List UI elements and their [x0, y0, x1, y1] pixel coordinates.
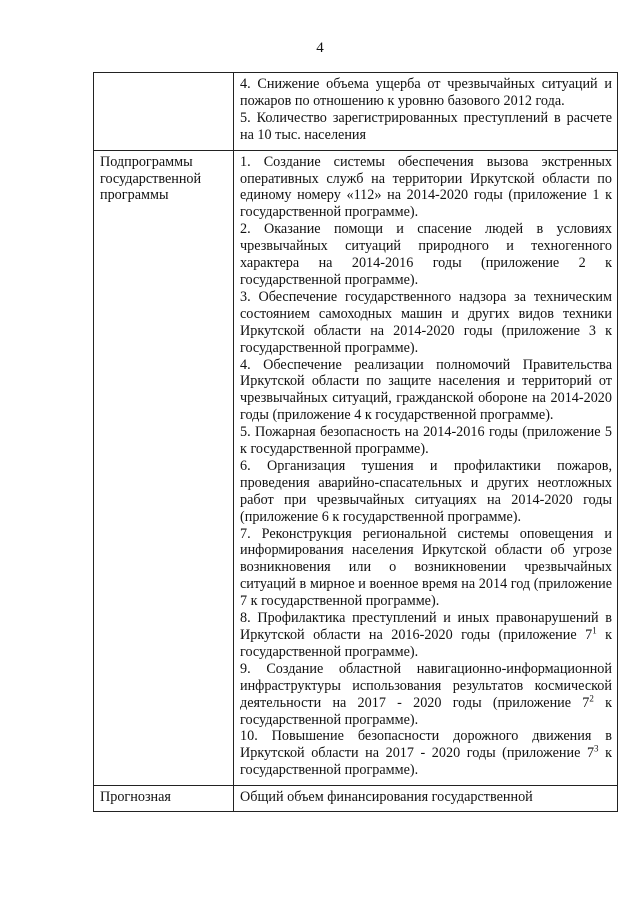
subprogram-item: 1. Создание системы обеспечения вызова экстренных оперативных служб на территории Иркутской области по единому номеру «112» на 2014-2020 годы (приложение 1 к государственной программе). [240, 153, 612, 221]
table-row-subprograms [94, 150, 618, 786]
subprogram-item: 2. Оказание помощи и спасение людей в условиях чрезвычайных ситуаций природного и техногенного характера на 2014-2016 годы (приложение 2 к государственной программе). [240, 221, 612, 288]
indicator-item: 5. Количество зарегистрированных преступлений в расчете на 10 тыс. населения [240, 109, 612, 143]
row-label [94, 73, 234, 151]
item-text-after: к государственной программе). [240, 627, 613, 660]
item-superscript: 1 [592, 625, 597, 636]
subprogram-item: 3. Обеспечение государственного надзора за техническим состоянием самоходных машин и других видов техники Иркутской области на 2014-2020 годы (приложение 3 к государственной программе). [240, 288, 612, 356]
subprogram-item: 7. Реконструкция региональной системы оповещения и информирования населения Иркутской области об угрозе возникновения или о возникновении чрезвычайных ситуаций в мирное и военное время на 2014 год (приложение 7 к государственной программе). [240, 525, 612, 610]
row-content [234, 786, 618, 812]
row-content [234, 150, 618, 786]
subprogram-item: 4. Обеспечение реализации полномочий Правительства Иркутской области по защите населения и территорий от чрезвычайных ситуаций, гражданской обороне на 2014-2020 годы (приложение 4 к государственной программе). [240, 356, 612, 424]
table-row-forecast [94, 786, 618, 812]
row-label: Подпрограммы государственной программы [94, 150, 234, 786]
row-label: Прогнозная [94, 786, 234, 812]
subprogram-item [240, 661, 612, 729]
subprogram-item: 5. Пожарная безопасность на 2014-2016 годы (приложение 5 к государственной программе). [240, 424, 612, 458]
row-content [234, 73, 618, 151]
item-text: 8. Профилактика преступлений и иных правонарушений в Иркутской области на 2016-2020 годы (приложение 7 [240, 610, 612, 643]
forecast-item: Общий объем финансирования государственной [240, 789, 533, 806]
indicator-item: 4. Снижение объема ущерба от чрезвычайных ситуаций и пожаров по отношению к уровню базового 2012 года. [240, 76, 612, 109]
subprogram-item [240, 728, 612, 779]
item-superscript: 3 [594, 743, 599, 754]
item-text-after: к государственной программе). [240, 694, 612, 728]
passport-table [93, 72, 618, 812]
item-text: 10. Повышение безопасности дорожного движения в Иркутской области на 2017 - 2020 годы (приложение 7 [240, 728, 612, 762]
item-superscript: 2 [589, 692, 594, 703]
item-text-after: к государственной программе). [240, 745, 612, 779]
table-row-indicators [94, 73, 618, 151]
item-text: 9. Создание областной навигационно-информационной инфраструктуры использования результатов космической деятельности на 2017 - 2020 годы (приложение 7 [240, 660, 612, 711]
subprogram-item: 6. Организация тушения и профилактики пожаров, проведения аварийно-спасательных и других неотложных работ при чрезвычайных ситуациях на 2014-2020 годы (приложение 6 к государственной программе). [240, 457, 612, 525]
page-number: 4 [316, 40, 324, 56]
subprogram-item [240, 610, 612, 661]
